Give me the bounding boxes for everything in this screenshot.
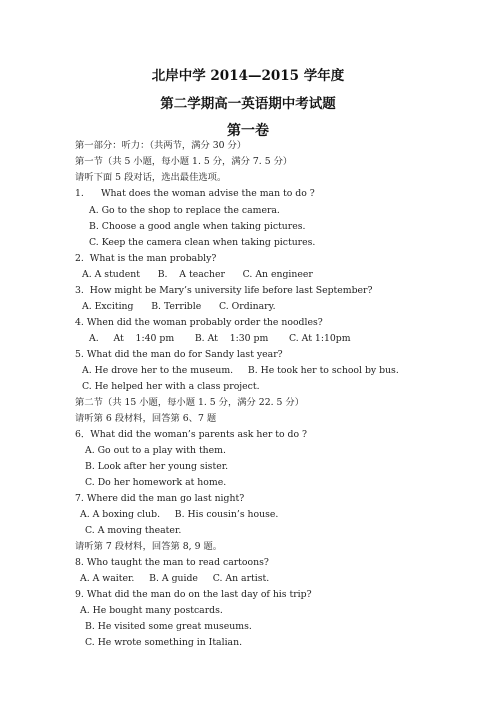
question-9-option-c: C. He wrote something in Italian. [85, 637, 243, 648]
section-one-heading: 第一节（共 5 小题，每小题 1. 5 分，满分 7. 5 分） [75, 156, 293, 167]
question-6-text: 6．What did the woman’s parents ask her to do ? [75, 429, 308, 440]
question-9-option-b: B. He visited some great museums. [85, 621, 252, 632]
material-7-instruction: 请听第 7 段材料，回答第 8, 9 题。 [75, 541, 223, 552]
question-7-options-ab: A. A boxing club. B. His cousin’s house. [80, 509, 279, 520]
part-one-heading: 第一部分：听力：（共两节，满分 30 分） [75, 140, 247, 151]
question-9-text: 9. What did the man do on the last day of his trip? [75, 589, 312, 600]
question-7-text: 7. Where did the man go last night? [75, 493, 245, 504]
school-year-title: 北岸中学 2014—2015 学年度 [151, 68, 345, 84]
question-2-options: A. A student B. A teacher C. An engineer [82, 269, 313, 280]
question-8-text: 8. Who taught the man to read cartoons? [75, 557, 269, 568]
question-5-text: 5. What did the man do for Sandy last year? [75, 349, 283, 360]
question-4-options: A. At 1:40 pm B. At 1:30 pm C. At 1:10pm [89, 333, 351, 344]
question-6-option-b: B. Look after her young sister. [85, 461, 229, 472]
question-7-option-c: C. A moving theater. [85, 525, 182, 536]
question-3-options: A. Exciting B. Terrible C. Ordinary. [82, 301, 276, 312]
question-1-option-c: C. Keep the camera clean when taking pictures. [89, 237, 316, 248]
exam-title: 第二学期高一英语期中考试题 [160, 96, 336, 112]
question-1-option-a: A. Go to the shop to replace the camera. [89, 205, 280, 216]
section-one-instruction: 请听下面 5 段对话，选出最佳选项。 [75, 172, 227, 183]
question-6-option-c: C. Do her homework at home. [85, 477, 227, 488]
material-6-instruction: 请听第 6 段材料，回答第 6、7 题 [75, 413, 217, 424]
question-2-text: 2. What is the man probably? [75, 253, 217, 264]
question-5-options-ab: A. He drove her to the museum. B. He took her to school by bus. [82, 365, 399, 376]
question-1-option-b: B. Choose a good angle when taking pictures. [89, 221, 306, 232]
volume-title: 第一卷 [227, 123, 269, 139]
question-6-option-a: A. Go out to a play with them. [85, 445, 226, 456]
section-two-heading: 第二节（共 15 小题，每小题 1. 5 分，满分 22. 5 分） [75, 397, 305, 408]
question-3-text: 3. How might be Mary’s university life before last September? [75, 285, 373, 296]
question-1-text: What does the woman advise the man to do ? [101, 188, 315, 199]
question-5-option-c: C. He helped her with a class project. [82, 381, 260, 392]
question-1-number: 1. [75, 188, 84, 199]
question-8-options: A. A waiter. B. A guide C. An artist. [80, 573, 270, 584]
question-9-option-a: A. He bought many postcards. [80, 605, 223, 616]
question-4-text: 4. When did the woman probably order the noodles? [75, 317, 323, 328]
